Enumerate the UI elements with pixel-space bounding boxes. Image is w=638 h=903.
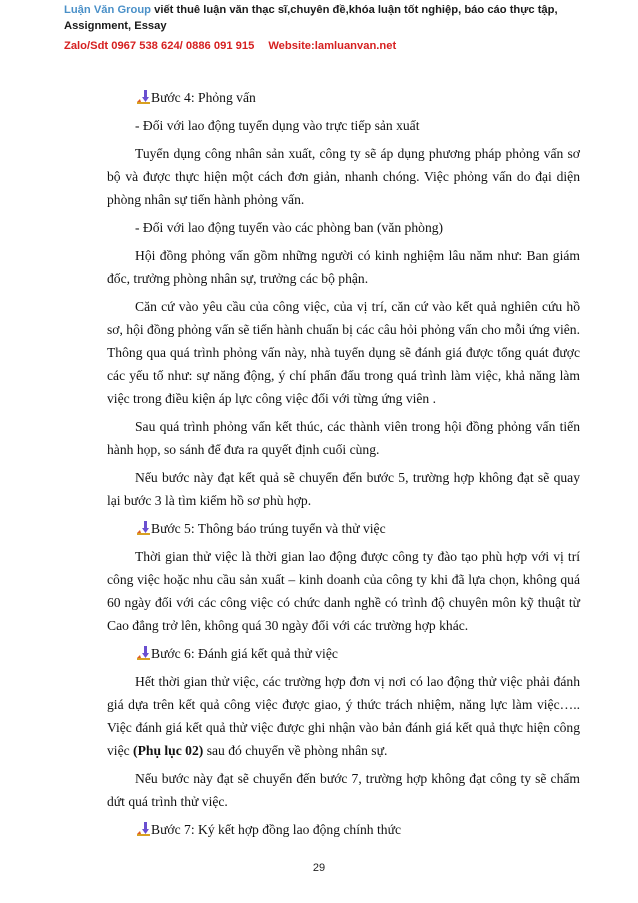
- header-services: viết thuê luận văn thạc sĩ,chuyên đề,khóa luận tốt nghiệp, báo cáo thực tập,: [151, 4, 558, 16]
- paragraph-3: - Đối với lao động tuyển vào các phòng ban (văn phòng): [135, 220, 444, 235]
- paragraph-8: Thời gian thử việc là thời gian lao động được công ty đào tạo phù hợp với vị trí công việc hoặc nhu cầu sản xuất – kinh doanh của công ty khi đã lựa chọn, không quá 60 ngày đối với các công việc có chức danh nghề có trình độ chuyên môn kỹ thuật từ Cao đẳng trở lên, không quá 30 ngày đối với các trường hợp khác.: [107, 549, 580, 633]
- pen-arrow-icon: [135, 89, 151, 105]
- paragraph-9: [107, 670, 580, 762]
- header-contact-line: [64, 38, 624, 54]
- pen-arrow-icon: [135, 821, 151, 837]
- paragraph-9-text-a: Hết thời gian thử việc, các trường hợp đơn vị nơi có lao động thử việc phải đánh giá dựa trên kết quả công việc được giao, ý thức trách nhiệm, năng lực làm việc….. Việc đánh giá kết quả thử việc được ghi nhận vào bản đánh giá kết quả thực hiện công việc: [107, 674, 580, 758]
- paragraph-1: - Đối với lao động tuyển dụng vào trực tiếp sản xuất: [135, 118, 420, 133]
- paragraph-10: Nếu bước này đạt sẽ chuyển đến bước 7, trường hợp không đạt công ty sẽ chấm dứt quá trình thử việc.: [107, 771, 580, 809]
- paragraph-5: Căn cứ vào yêu cầu của công việc, của vị trí, căn cứ vào kết quả nghiên cứu hồ sơ, hội đồng phỏng vấn sẽ tiến hành chuẩn bị các câu hỏi phỏng vấn cho mỗi ứng viên. Thông qua quá trình phỏng vấn này, nhà tuyển dụng sẽ đánh giá được tổng quát được các yếu tố như: sự năng động, ý chí phấn đấu trong quá trình làm việc, khả năng làm việc trong điều kiện áp lực công việc đối với từng ứng viên .: [107, 299, 580, 406]
- page-header: [64, 2, 624, 54]
- header-line-1: [64, 2, 624, 18]
- pen-arrow-icon: [135, 520, 151, 536]
- step-7-heading: [107, 818, 580, 841]
- step-6-title: Bước 6: Đánh giá kết quả thử việc: [151, 646, 338, 661]
- header-contact: Zalo/Sdt 0967 538 624/ 0886 091 915: [64, 40, 255, 52]
- paragraph-2: Tuyển dụng công nhân sản xuất, công ty sẽ áp dụng phương pháp phỏng vấn sơ bộ và được thực hiện một cách đơn giản, nhanh chóng. Việc phỏng vấn do đại diện phòng nhân sự tiến hành phỏng vấn.: [107, 146, 580, 207]
- step-6-heading: [107, 642, 580, 665]
- paragraph-9-text-b: sau đó chuyển về phòng nhân sự.: [203, 743, 388, 758]
- document-body: [107, 86, 580, 846]
- paragraph-4: Hội đồng phỏng vấn gồm những người có kinh nghiệm lâu năm như: Ban giám đốc, trưởng phòng nhân sự, trưởng các bộ phận.: [107, 248, 580, 286]
- step-4-heading: [107, 86, 580, 109]
- header-line-2: Assignment, Essay: [64, 20, 167, 32]
- paragraph-6: Sau quá trình phỏng vấn kết thúc, các thành viên trong hội đồng phỏng vấn tiến hành họp, so sánh để đưa ra quyết định cuối cùng.: [107, 419, 580, 457]
- step-4-title: Bước 4: Phỏng vấn: [151, 90, 256, 105]
- step-7-title: Bước 7: Ký kết hợp đồng lao động chính thức: [151, 822, 401, 837]
- paragraph-7: Nếu bước này đạt kết quả sẽ chuyển đến bước 5, trường hợp không đạt sẽ quay lại bước 3 là tìm kiếm hồ sơ phù hợp.: [107, 470, 580, 508]
- step-5-title: Bước 5: Thông báo trúng tuyển và thử việc: [151, 521, 386, 536]
- pen-arrow-icon: [135, 645, 151, 661]
- header-website: Website:lamluanvan.net: [268, 40, 397, 52]
- step-5-heading: [107, 517, 580, 540]
- header-brand: Luận Văn Group: [64, 4, 152, 16]
- page-number: 29: [312, 862, 326, 874]
- appendix-reference: (Phụ lục 02): [133, 743, 204, 758]
